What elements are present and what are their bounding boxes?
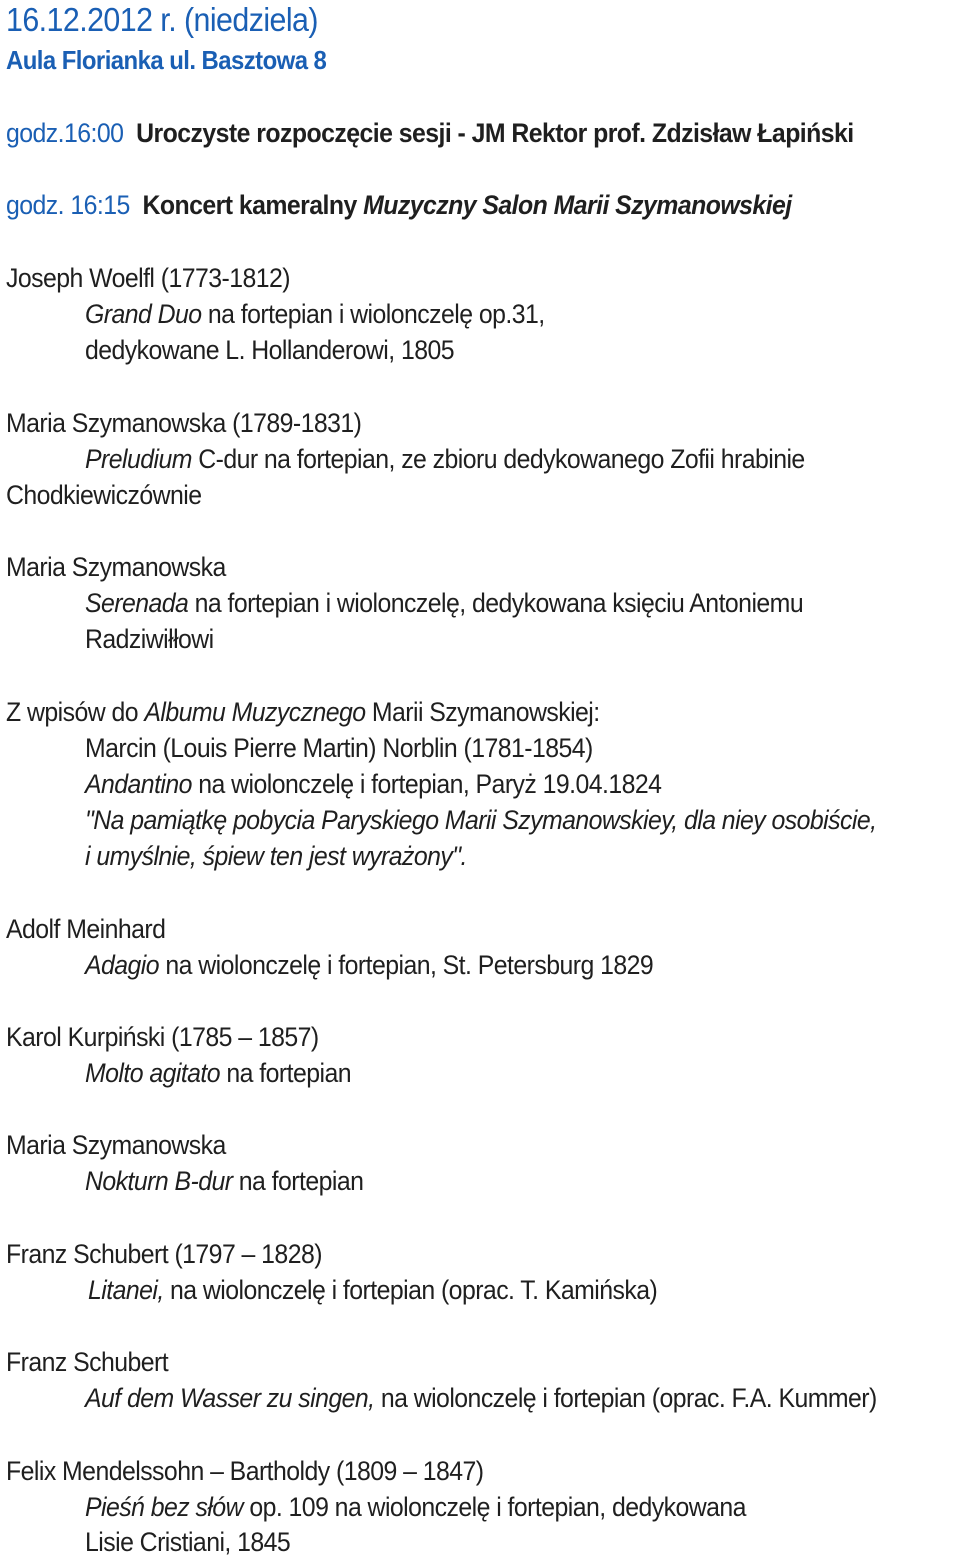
work-desc: na wiolonczelę i fortepian (oprac. T. Kamińska) — [163, 1275, 658, 1305]
work-preludium-cont: Chodkiewiczównie — [6, 480, 202, 510]
work-auf-dem-wasser — [85, 1380, 877, 1416]
opening-time: godz.16:00 — [6, 118, 124, 148]
work-litanei — [88, 1272, 657, 1308]
composer-norblin: Marcin (Louis Pierre Martin) Norblin (1781-1854) — [85, 733, 593, 763]
work-desc: C-dur na fortepian, ze zbioru dedykowanego Zofii hrabinie — [191, 444, 805, 474]
work-title: Serenada — [85, 588, 189, 618]
composer-mendelssohn: Felix Mendelssohn – Bartholdy (1809 – 1847) — [6, 1456, 484, 1486]
concert-lead: Koncert kameralny — [142, 190, 364, 220]
album-tail: Marii Szymanowskiej: — [365, 697, 600, 727]
work-preludium — [85, 441, 805, 477]
composer-szymanowska-3: Maria Szymanowska — [6, 1130, 226, 1160]
concert-time: godz. 16:15 — [6, 190, 130, 220]
album-title: Albumu Muzycznego — [144, 697, 366, 727]
work-woelfl — [85, 296, 545, 332]
work-andantino — [85, 766, 661, 802]
event-date: 16.12.2012 r. (niedziela) — [6, 1, 318, 38]
work-woelfl-cont: dedykowane L. Hollanderowi, 1805 — [85, 335, 455, 365]
work-piesn-bez-slow — [85, 1489, 746, 1525]
work-desc: na fortepian i wiolonczelę, dedykowana księciu Antoniemu — [188, 588, 804, 618]
work-serenada-cont: Radziwiłłowi — [85, 624, 214, 654]
work-title: Adagio — [85, 950, 160, 980]
composer-szymanowska: Maria Szymanowska (1789-1831) — [6, 408, 362, 438]
album-lead: Z wpisów do — [6, 697, 145, 727]
concert-title: Muzyczny Salon Marii Szymanowskiej — [363, 190, 792, 220]
composer-szymanowska-2: Maria Szymanowska — [6, 552, 226, 582]
opening-text: Uroczyste rozpoczęcie sesji - JM Rektor prof. Zdzisław Łapiński — [136, 118, 854, 148]
work-desc: na fortepian — [220, 1058, 351, 1088]
work-title: Grand Duo — [85, 299, 202, 329]
event-venue: Aula Florianka ul. Basztowa 8 — [6, 45, 327, 75]
composer-schubert: Franz Schubert (1797 – 1828) — [6, 1239, 322, 1269]
work-desc: na fortepian — [232, 1166, 364, 1196]
work-piesn-bez-slow-cont: Lisie Cristiani, 1845 — [85, 1527, 291, 1557]
work-adagio — [85, 947, 653, 983]
work-title: Pieśń bez słów — [85, 1492, 243, 1522]
work-title: Andantino — [85, 769, 192, 799]
work-desc: na wiolonczelę i fortepian, Paryż 19.04.1824 — [191, 769, 662, 799]
composer-woelfl: Joseph Woelfl (1773-1812) — [6, 263, 291, 293]
concert-line — [6, 187, 792, 223]
work-desc: na fortepian i wiolonczelę op.31, — [201, 299, 545, 329]
work-title: Molto agitato — [85, 1058, 221, 1088]
work-molto-agitato — [85, 1055, 351, 1091]
composer-meinhard: Adolf Meinhard — [6, 914, 166, 944]
work-title: Litanei, — [88, 1275, 164, 1305]
work-title: Auf dem Wasser zu singen, — [85, 1383, 375, 1413]
work-serenada — [85, 585, 803, 621]
work-title: Preludium — [85, 444, 192, 474]
work-desc: op. 109 na wiolonczelę i fortepian, dedykowana — [242, 1492, 746, 1522]
dedication-quote-2: i umyślnie, śpiew ten jest wyrażony". — [85, 841, 467, 871]
work-title: Nokturn B-dur — [85, 1166, 233, 1196]
work-desc: na wiolonczelę i fortepian, St. Petersburg 1829 — [159, 950, 654, 980]
work-nokturn — [85, 1163, 363, 1199]
opening-line — [6, 115, 854, 151]
album-intro — [6, 694, 600, 730]
dedication-quote-1: "Na pamiątkę pobycia Paryskiego Marii Szymanowskiey, dla niey osobiście, — [85, 805, 877, 835]
composer-schubert-2: Franz Schubert — [6, 1347, 169, 1377]
work-desc: na wiolonczelę i fortepian (oprac. F.A. Kummer) — [374, 1383, 877, 1413]
composer-kurpinski: Karol Kurpiński (1785 – 1857) — [6, 1022, 319, 1052]
